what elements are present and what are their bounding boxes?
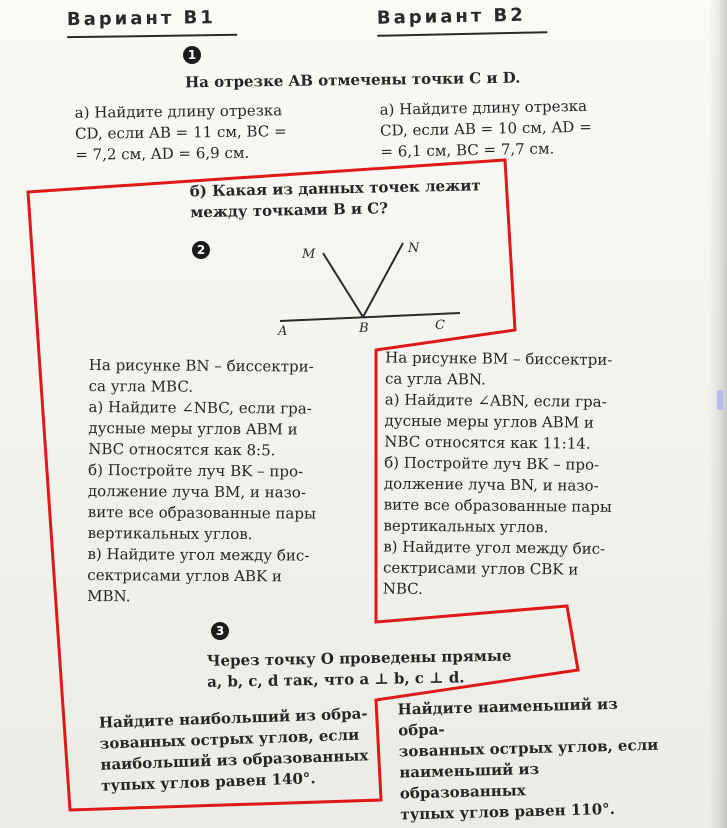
task-2-number-badge: 2 — [192, 241, 210, 259]
page-edge-shadow — [709, 0, 727, 828]
task-1-part-b: б) Какая из данных точек лежит между точками B и C? — [189, 176, 481, 222]
label-c: C — [435, 318, 445, 333]
variant-b2-heading: Вариант В2 — [377, 4, 548, 37]
ray-bn — [363, 243, 403, 317]
task-3-b1-text: Найдите наибольший из обра- зованных острых углов, если наибольший из образованных тупых углов равен 140°. — [98, 704, 369, 795]
task-1-b1-part-a: а) Найдите длину отрезка CD, если AB = 11 см, BC = = 7,2 см, AD = 6,9 см. — [74, 101, 287, 164]
label-n: N — [408, 241, 420, 256]
ray-bm — [323, 253, 363, 317]
angle-diagram — [270, 235, 470, 335]
task-2-b2-text: На рисунке BM – биссектри- са угла ABN. а) Найдите ∠ABN, если гра- дусные меры углов ABM и NBC относятся как 11:14. б) Постройте луч BK – про- должение луча BN, и назо- вите все образованные пары вертикальных углов. в) Найдите угол между бис- сектрисами углов CBK и NBC. — [382, 348, 613, 598]
task-1-intro: На отрезке AB отмечены точки C и D. — [184, 68, 521, 92]
line-ac — [280, 313, 460, 321]
task-1-b2-part-a: а) Найдите длину отрезка CD, если AB = 10 см, AD = = 6,1 см, BC = 7,7 см. — [379, 96, 592, 161]
label-a: A — [278, 324, 288, 335]
variant-b1-heading: Вариант В1 — [67, 7, 237, 38]
task-1-number-badge: 1 — [183, 46, 201, 64]
label-b: B — [359, 321, 369, 335]
task-3-b2-text: Найдите наименьший из обра- зованных острых углов, если наименьший из образованных тупых углов равен 110°. — [397, 694, 659, 824]
task-3-number-badge: 3 — [211, 622, 229, 640]
task-2-b1-text: На рисунке BN – биссектри- са угла MBC. а) Найдите ∠NBC, если гра- дусные меры углов ABM и NBC относятся как 8:5. б) Постройте луч BK – про- должение луча BM, и назо- вите все образованные пары вертикальных углов. в) Найдите угол между бис- сектрисами углов ABK и MBN. — [87, 356, 317, 606]
task-3-intro: Через точку O проведены прямые a, b, c, d так, что a ⊥ b, c ⊥ d. — [206, 646, 512, 691]
label-m: M — [302, 247, 316, 262]
edge-color-mark — [717, 390, 723, 410]
